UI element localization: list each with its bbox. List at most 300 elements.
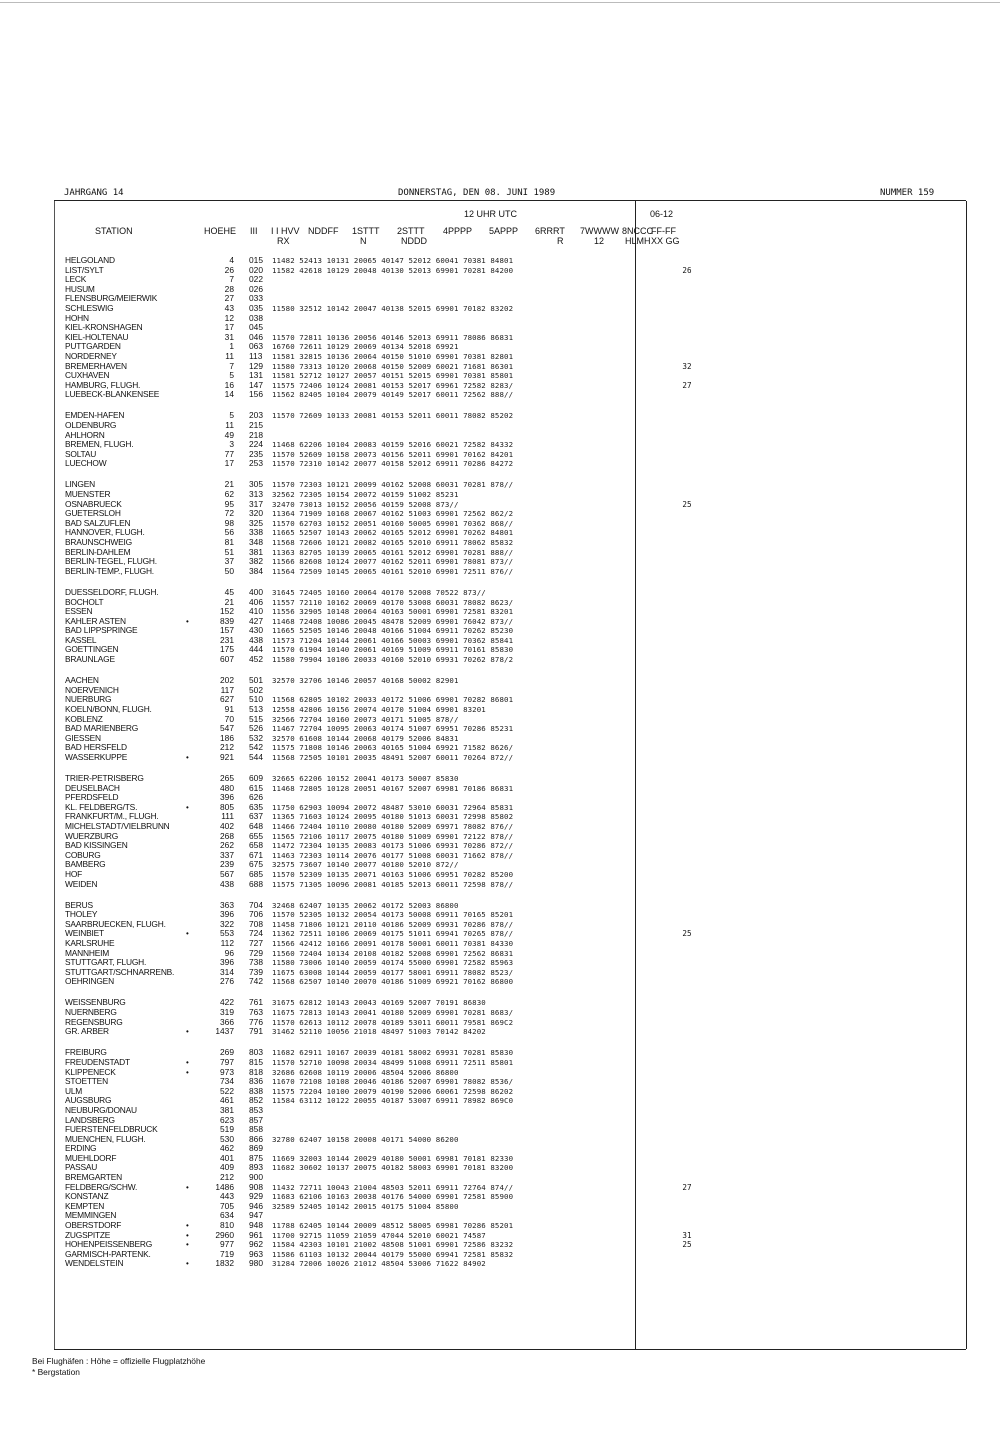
station-name: SCHLESWIG: [65, 302, 114, 313]
synop-code-groups: 11700 92715 11059 21059 47044 52010 60021 74587: [272, 1230, 486, 1240]
table-row: [0, 743, 1000, 753]
station-name: PUTTGARDEN: [65, 341, 121, 352]
station-number: 738: [249, 957, 263, 968]
table-row: [0, 676, 1000, 686]
table-row: [0, 636, 1000, 646]
table-row: [0, 774, 1000, 784]
station-name: NUERNBERG: [65, 1007, 117, 1018]
station-name: GARMISCH-PARTENK.: [65, 1248, 151, 1259]
station-height: 337: [220, 849, 234, 860]
station-name: FUERSTENFELDBRUCK: [65, 1124, 158, 1135]
synop-code-groups: 11573 71204 10144 20061 40166 50003 69901 70362 85841: [272, 635, 514, 645]
station-height: 366: [220, 1016, 234, 1027]
station-name: FELDBERG/SCHW.: [65, 1181, 138, 1192]
wind-gust-value: 25: [682, 499, 692, 509]
mountain-station-marker: •: [186, 1057, 189, 1067]
station-height: 1832: [215, 1258, 234, 1269]
station-number: 675: [249, 859, 263, 870]
station-number: 791: [249, 1026, 263, 1037]
wind-gust-value: 32: [682, 361, 692, 371]
station-number: 635: [249, 801, 263, 812]
synop-code-groups: 31462 52110 10056 21018 48497 51003 70142 84202: [272, 1027, 486, 1037]
table-row: [0, 1008, 1000, 1018]
wind-gust-value: 27: [682, 380, 692, 390]
station-number: 501: [249, 675, 263, 686]
iii-header: III: [250, 226, 258, 236]
station-group: [0, 256, 1000, 400]
station-number: 046: [249, 331, 263, 342]
table-row: [0, 901, 1000, 911]
synop-code-groups: 32589 52405 10142 20015 40175 51004 85800: [272, 1201, 459, 1211]
station-number: 763: [249, 1007, 263, 1018]
station-number: 727: [249, 938, 263, 948]
synop-code-groups: 31284 72006 10026 21012 48504 53006 71622 84902: [272, 1259, 486, 1269]
synop-code-groups: 11570 52305 10132 20054 40173 50008 69911 70165 85201: [272, 910, 514, 920]
station-number: 853: [249, 1104, 263, 1115]
station-number: 235: [249, 448, 263, 459]
synop-code-groups: 11586 61103 10132 20044 40179 55000 69941 72581 85832: [272, 1249, 514, 1259]
table-row: [0, 256, 1000, 266]
table-row: [0, 1048, 1000, 1058]
station-name: TRIER-PETRISBERG: [65, 773, 144, 783]
station-name: KOELN/BONN, FLUGH.: [65, 703, 152, 714]
station-number: 348: [249, 537, 263, 548]
station-name: AUGSBURG: [65, 1095, 112, 1106]
station-number: 313: [249, 489, 263, 500]
station-number: 253: [249, 458, 263, 469]
synop-code-groups: 11575 72204 10100 20079 40190 52006 60061 72598 86202: [272, 1086, 514, 1096]
station-height: 91: [224, 703, 234, 714]
synop-code-groups: 11570 52710 10098 20034 48499 51008 69911 72511 85801: [272, 1057, 514, 1067]
synop-code-groups: 11665 52507 10143 20062 40165 52012 69901 70262 84801: [272, 528, 514, 538]
table-row: [0, 929, 1000, 939]
synop-code-groups: 11568 62507 10140 20070 40186 51009 69921 70162 86800: [272, 977, 514, 987]
synop-code-groups: 11556 32905 10148 20064 40163 50001 69901 72581 83201: [272, 607, 514, 617]
station-height: 95: [224, 498, 234, 509]
station-name: BRAUNLAGE: [65, 654, 115, 665]
station-height: 547: [220, 723, 234, 734]
table-row: [0, 294, 1000, 304]
scan-edge-line: [0, 2, 1000, 3]
station-number: 515: [249, 713, 263, 724]
synop-code-groups: 16760 72611 10129 20069 40134 52018 69921: [272, 342, 459, 352]
station-number: 532: [249, 732, 263, 743]
ff-header: FF-FF: [651, 226, 676, 236]
mountain-station-marker: •: [186, 1182, 189, 1192]
station-name: OBERSTDORF: [65, 1220, 122, 1231]
station-height: 49: [224, 429, 234, 440]
synop-code-groups: 11482 52413 10131 20065 40147 52012 60041 70381 84801: [272, 256, 514, 265]
mountain-station-marker: •: [186, 1240, 189, 1250]
station-number: 320: [249, 508, 263, 519]
station-number: 035: [249, 302, 263, 313]
synop-code-groups: 11570 52609 10158 20073 40156 52011 69901 70162 84201: [272, 449, 514, 459]
station-height: 117: [220, 684, 234, 695]
table-row: [0, 1018, 1000, 1028]
station-group: [0, 676, 1000, 762]
synop-code-groups: 11566 82608 10124 20077 40162 52011 69901 78081 873//: [272, 557, 514, 567]
synop-code-groups: 11557 72110 10162 20069 40170 53008 60031 78082 8623/: [272, 597, 514, 607]
synop-code-groups: 11570 72303 10121 20099 40162 52008 60031 70281 878//: [272, 480, 514, 490]
station-number: 671: [249, 849, 263, 860]
table-row: [0, 450, 1000, 460]
table-row: [0, 734, 1000, 744]
table-row: [0, 1096, 1000, 1106]
station-number: 963: [249, 1248, 263, 1259]
synop-code-groups: 32575 73607 10140 20077 40180 52010 872//: [272, 860, 459, 870]
station-height: 409: [220, 1162, 234, 1173]
time-header: 12 UHR UTC: [464, 209, 518, 219]
station-height: 314: [220, 966, 234, 977]
station-height: 719: [220, 1248, 234, 1259]
table-row: [0, 588, 1000, 598]
synop-code-groups: 11570 72310 10142 20077 40158 52012 69911 70286 84272: [272, 459, 514, 469]
station-height: 7: [229, 360, 234, 371]
station-name: SOLTAU: [65, 448, 97, 459]
station-group: [0, 480, 1000, 576]
station-group: [0, 774, 1000, 889]
table-row: [0, 998, 1000, 1008]
footnote-airports: Bei Flughäfen : Höhe = offizielle Flugplatzhöhe: [32, 1356, 206, 1366]
table-row: [0, 686, 1000, 696]
station-name: BAD HERSFELD: [65, 742, 127, 753]
station-height: 175: [220, 644, 234, 655]
wind-gust-value: 26: [682, 265, 692, 275]
code8-header: 7WWWW: [580, 226, 619, 236]
table-row: [0, 655, 1000, 665]
station-number: 818: [249, 1066, 263, 1077]
table-row: [0, 314, 1000, 324]
station-number: 430: [249, 625, 263, 636]
station-name: BAD MARIENBERG: [65, 723, 139, 734]
station-height: 462: [220, 1143, 234, 1154]
synop-code-groups: 11669 32003 10144 20029 40180 50001 69981 70181 82330: [272, 1153, 514, 1163]
table-row: [0, 304, 1000, 314]
synop-code-groups: 11565 72106 10117 20075 40180 51009 69901 72122 878//: [272, 831, 514, 841]
synop-code-groups: 11363 82705 10139 20065 40161 52012 69901 70281 888//: [272, 547, 514, 557]
station-number: 729: [249, 947, 263, 958]
code1-header: I I HVV: [271, 226, 300, 236]
station-number: 305: [249, 479, 263, 490]
table-row: [0, 939, 1000, 949]
synop-code-groups: 11568 72606 10121 20082 40165 52010 69911 78062 85832: [272, 538, 514, 548]
station-name: KOBLENZ: [65, 713, 103, 724]
station-height: 1486: [215, 1181, 234, 1192]
table-row: [0, 362, 1000, 372]
table-row: [0, 500, 1000, 510]
table-row: [0, 645, 1000, 655]
station-height: 186: [220, 732, 234, 743]
station-number: 615: [249, 782, 263, 793]
table-row: [0, 1144, 1000, 1154]
station-name: BOCHOLT: [65, 596, 104, 607]
station-name: THOLEY: [65, 909, 98, 920]
station-name: ERDING: [65, 1143, 97, 1154]
synop-code-groups: 11364 71909 10168 20067 40162 51003 69901 72562 862/2: [272, 509, 514, 519]
code8-subheader: 12: [594, 236, 605, 246]
station-name: WEISSENBURG: [65, 997, 126, 1008]
station-height: 276: [220, 976, 234, 987]
station-height: 567: [220, 868, 234, 879]
station-number: 033: [249, 293, 263, 304]
station-number: 962: [249, 1239, 263, 1250]
table-row: [0, 1211, 1000, 1221]
synop-code-groups: 31675 62812 10143 20043 40169 52007 70191 86830: [272, 998, 486, 1008]
station-name: NUERBURG: [65, 694, 112, 705]
table-row: [0, 715, 1000, 725]
station-number: 761: [249, 997, 263, 1008]
station-name: MEMMINGEN: [65, 1210, 117, 1221]
synop-code-groups: 11468 62206 10104 20083 40159 52016 60021 72582 84332: [272, 440, 514, 450]
station-name: STOETTEN: [65, 1076, 108, 1087]
synop-code-groups: 32570 61608 10144 20068 40179 52006 84831: [272, 733, 459, 743]
station-height: 239: [220, 859, 234, 870]
synop-code-groups: 11580 32512 10142 20047 40138 52015 69901 70182 83202: [272, 303, 514, 313]
station-number: 836: [249, 1076, 263, 1087]
station-name: STUTTGART, FLUGH.: [65, 957, 147, 968]
issue-number: NUMMER 159: [880, 188, 935, 198]
synop-code-groups: 11466 72404 10110 20080 40180 52009 69971 78082 876//: [272, 821, 514, 831]
table-row: [0, 1183, 1000, 1193]
code1-subheader: RX: [277, 236, 290, 246]
station-height: 797: [220, 1056, 234, 1067]
station-group: [0, 1048, 1000, 1269]
code5-header: 4PPPP: [443, 226, 473, 236]
table-row: [0, 1221, 1000, 1231]
station-height: 3: [229, 439, 234, 450]
station-name: BAD LIPPSPRINGE: [65, 625, 138, 636]
table-row: [0, 421, 1000, 431]
station-height: 322: [220, 918, 234, 929]
station-name: FREUDENSTADT: [65, 1056, 130, 1067]
station-name: AACHEN: [65, 675, 99, 686]
code9-header: 8NCCC: [622, 226, 654, 236]
table-row: [0, 459, 1000, 469]
station-height: 81: [224, 537, 234, 548]
station-number: 147: [249, 379, 263, 390]
synop-code-groups: 32470 73013 10152 20056 40159 52008 873//: [272, 499, 459, 509]
station-height: 98: [224, 517, 234, 528]
station-height: 1437: [215, 1026, 234, 1037]
table-row: [0, 1163, 1000, 1173]
synop-code-groups: 11584 42303 10101 21002 48508 51001 69901 72586 83232: [272, 1240, 514, 1250]
table-row: [0, 352, 1000, 362]
table-row: [0, 753, 1000, 763]
table-row: [0, 1154, 1000, 1164]
station-height: 977: [220, 1239, 234, 1250]
station-number: 156: [249, 389, 263, 400]
station-number: 015: [249, 255, 263, 265]
station-name: COBURG: [65, 849, 101, 860]
station-height: 77: [224, 448, 234, 459]
code7-header: 6RRRT: [535, 226, 565, 236]
station-number: 908: [249, 1181, 263, 1192]
station-number: 045: [249, 322, 263, 333]
station-height: 402: [220, 820, 234, 831]
station-height: 634: [220, 1210, 234, 1221]
station-number: 857: [249, 1114, 263, 1125]
station-name: WENDELSTEIN: [65, 1258, 124, 1269]
station-name: CUXHAVEN: [65, 370, 110, 381]
synop-code-groups: 32562 72305 10154 20072 40159 51002 85231: [272, 490, 459, 500]
table-row: [0, 431, 1000, 441]
station-height: 921: [220, 751, 234, 762]
synop-code-groups: 11568 62805 10102 20033 40172 51006 69901 70282 86801: [272, 695, 514, 705]
station-number: 803: [249, 1047, 263, 1058]
synop-code-groups: 11675 63008 10144 20059 40177 58001 69911 78082 8523/: [272, 967, 514, 977]
station-name: HOHN: [65, 312, 89, 323]
station-height: 530: [220, 1133, 234, 1144]
synop-code-groups: 11575 72406 10124 20081 40153 52017 69961 72582 8283/: [272, 380, 514, 390]
station-name: MANNHEIM: [65, 947, 109, 958]
station-number: 626: [249, 792, 263, 803]
table-row: [0, 1192, 1000, 1202]
station-height: 45: [224, 586, 234, 597]
station-number: 609: [249, 773, 263, 783]
synop-code-groups: 11570 72811 10136 20056 40146 52013 69911 78086 86831: [272, 332, 514, 342]
station-height: 62: [224, 489, 234, 500]
synop-code-groups: 11467 72704 10095 20063 40174 51007 69951 70286 85231: [272, 724, 514, 734]
table-row: [0, 977, 1000, 987]
table-bottom-rule: [54, 1349, 966, 1350]
station-number: 685: [249, 868, 263, 879]
station-number: 637: [249, 811, 263, 822]
issue-volume: JAHRGANG 14: [64, 188, 124, 198]
station-height: 26: [224, 264, 234, 275]
station-height: 28: [224, 283, 234, 294]
code9-subheader: HLMH: [625, 236, 651, 246]
station-number: 026: [249, 283, 263, 294]
station-name: PFERDSFELD: [65, 792, 119, 803]
mountain-station-marker: •: [186, 1221, 189, 1231]
station-height: 319: [220, 1007, 234, 1018]
station-number: 948: [249, 1220, 263, 1231]
synop-code-groups: 11670 72108 10108 20046 40186 52007 69901 78082 8536/: [272, 1077, 514, 1087]
mountain-station-marker: •: [186, 1230, 189, 1240]
table-row: [0, 1106, 1000, 1116]
station-name: AHLHORN: [65, 429, 105, 440]
station-number: 776: [249, 1016, 263, 1027]
synop-code-groups: 32468 62407 10135 20062 40172 52003 86800: [272, 900, 459, 910]
station-name: OLDENBURG: [65, 420, 117, 430]
station-number: 869: [249, 1143, 263, 1154]
station-height: 396: [220, 792, 234, 803]
station-number: 648: [249, 820, 263, 831]
station-height: 2960: [215, 1229, 234, 1240]
mountain-station-marker: •: [186, 1067, 189, 1077]
station-height: 11: [225, 350, 234, 361]
station-number: 224: [249, 439, 263, 450]
station-number: 708: [249, 918, 263, 929]
station-name: BRAUNSCHWEIG: [65, 537, 132, 548]
station-number: 893: [249, 1162, 263, 1173]
synop-code-groups: 11463 72303 10114 20076 40177 51008 60031 71662 878//: [272, 850, 514, 860]
station-height: 1: [229, 341, 234, 352]
station-number: 658: [249, 840, 263, 851]
station-height: 519: [220, 1124, 234, 1135]
station-name: KL. FELDBERG/TS.: [65, 801, 138, 812]
station-name: GR. ARBER: [65, 1026, 109, 1037]
station-number: 382: [249, 556, 263, 567]
table-row: [0, 390, 1000, 400]
station-height: 269: [220, 1047, 234, 1058]
table-row: [0, 617, 1000, 627]
station-number: 544: [249, 751, 263, 762]
station-number: 961: [249, 1229, 263, 1240]
station-name: KAHLER ASTEN: [65, 615, 126, 626]
station-number: 947: [249, 1210, 263, 1221]
table-row: [0, 333, 1000, 343]
table-row: [0, 724, 1000, 734]
station-number: 113: [249, 350, 263, 361]
station-height: 12: [224, 312, 234, 323]
table-row: [0, 860, 1000, 870]
station-height: 37: [224, 556, 234, 567]
station-name: LUECHOW: [65, 458, 107, 469]
synop-code-groups: 11682 30602 10137 20075 40182 58003 69901 70181 83200: [272, 1163, 514, 1173]
station-name: BERLIN-TEMP., FLUGH.: [65, 565, 154, 576]
station-number: 063: [249, 341, 263, 352]
station-height: 17: [224, 322, 234, 333]
synop-code-groups: 11432 72711 10043 21004 48503 52011 69911 72764 874//: [272, 1182, 514, 1192]
station-height: 396: [220, 909, 234, 920]
code4-header: 2STTT: [397, 226, 425, 236]
station-height: 21: [224, 479, 234, 490]
station-name: KARLSRUHE: [65, 938, 115, 948]
station-name: BERLIN-TEGEL, FLUGH.: [65, 556, 157, 567]
station-name: WUERZBURG: [65, 830, 119, 841]
station-height: 16: [224, 379, 234, 390]
table-row: [0, 1202, 1000, 1212]
station-number: 704: [249, 899, 263, 910]
table-row: [0, 275, 1000, 285]
table-row: [0, 920, 1000, 930]
station-height: 810: [220, 1220, 234, 1231]
synop-code-groups: 11458 71806 10121 20110 40186 52009 69931 70286 878//: [272, 919, 514, 929]
mountain-station-marker: •: [186, 802, 189, 812]
station-height: 31: [224, 331, 234, 342]
station-height: 212: [220, 742, 234, 753]
station-name: BREMEN, FLUGH.: [65, 439, 134, 450]
footnote-mountain-station: * Bergstation: [32, 1367, 80, 1377]
station-height: 973: [220, 1066, 234, 1077]
code6-header: 5APPP: [489, 226, 519, 236]
station-name: ZUGSPITZE: [65, 1229, 111, 1240]
station-name: MUENCHEN, FLUGH.: [65, 1133, 146, 1144]
station-number: 381: [249, 546, 263, 557]
station-name: MUENSTER: [65, 489, 111, 500]
station-number: 438: [249, 634, 263, 645]
table-row: [0, 968, 1000, 978]
table-row: [0, 1058, 1000, 1068]
station-name: LINGEN: [65, 479, 95, 490]
station-name: WASSERKUPPE: [65, 751, 128, 762]
station-height: 480: [220, 782, 234, 793]
station-group: [0, 588, 1000, 665]
mountain-station-marker: •: [186, 1027, 189, 1037]
synop-code-groups: 11568 72505 10101 20035 48491 52007 60011 70264 872//: [272, 752, 514, 762]
station-name: HUSUM: [65, 283, 95, 294]
hoehe-header: HOEHE: [204, 226, 237, 236]
station-name: FREIBURG: [65, 1047, 107, 1058]
station-number: 526: [249, 723, 263, 734]
station-number: 400: [249, 586, 263, 597]
synop-code-groups: 11581 32815 10136 20064 40150 51010 69901 70381 82801: [272, 351, 514, 361]
table-row: [0, 371, 1000, 381]
station-name: KASSEL: [65, 634, 97, 645]
table-row: [0, 851, 1000, 861]
station-number: 338: [249, 527, 263, 538]
